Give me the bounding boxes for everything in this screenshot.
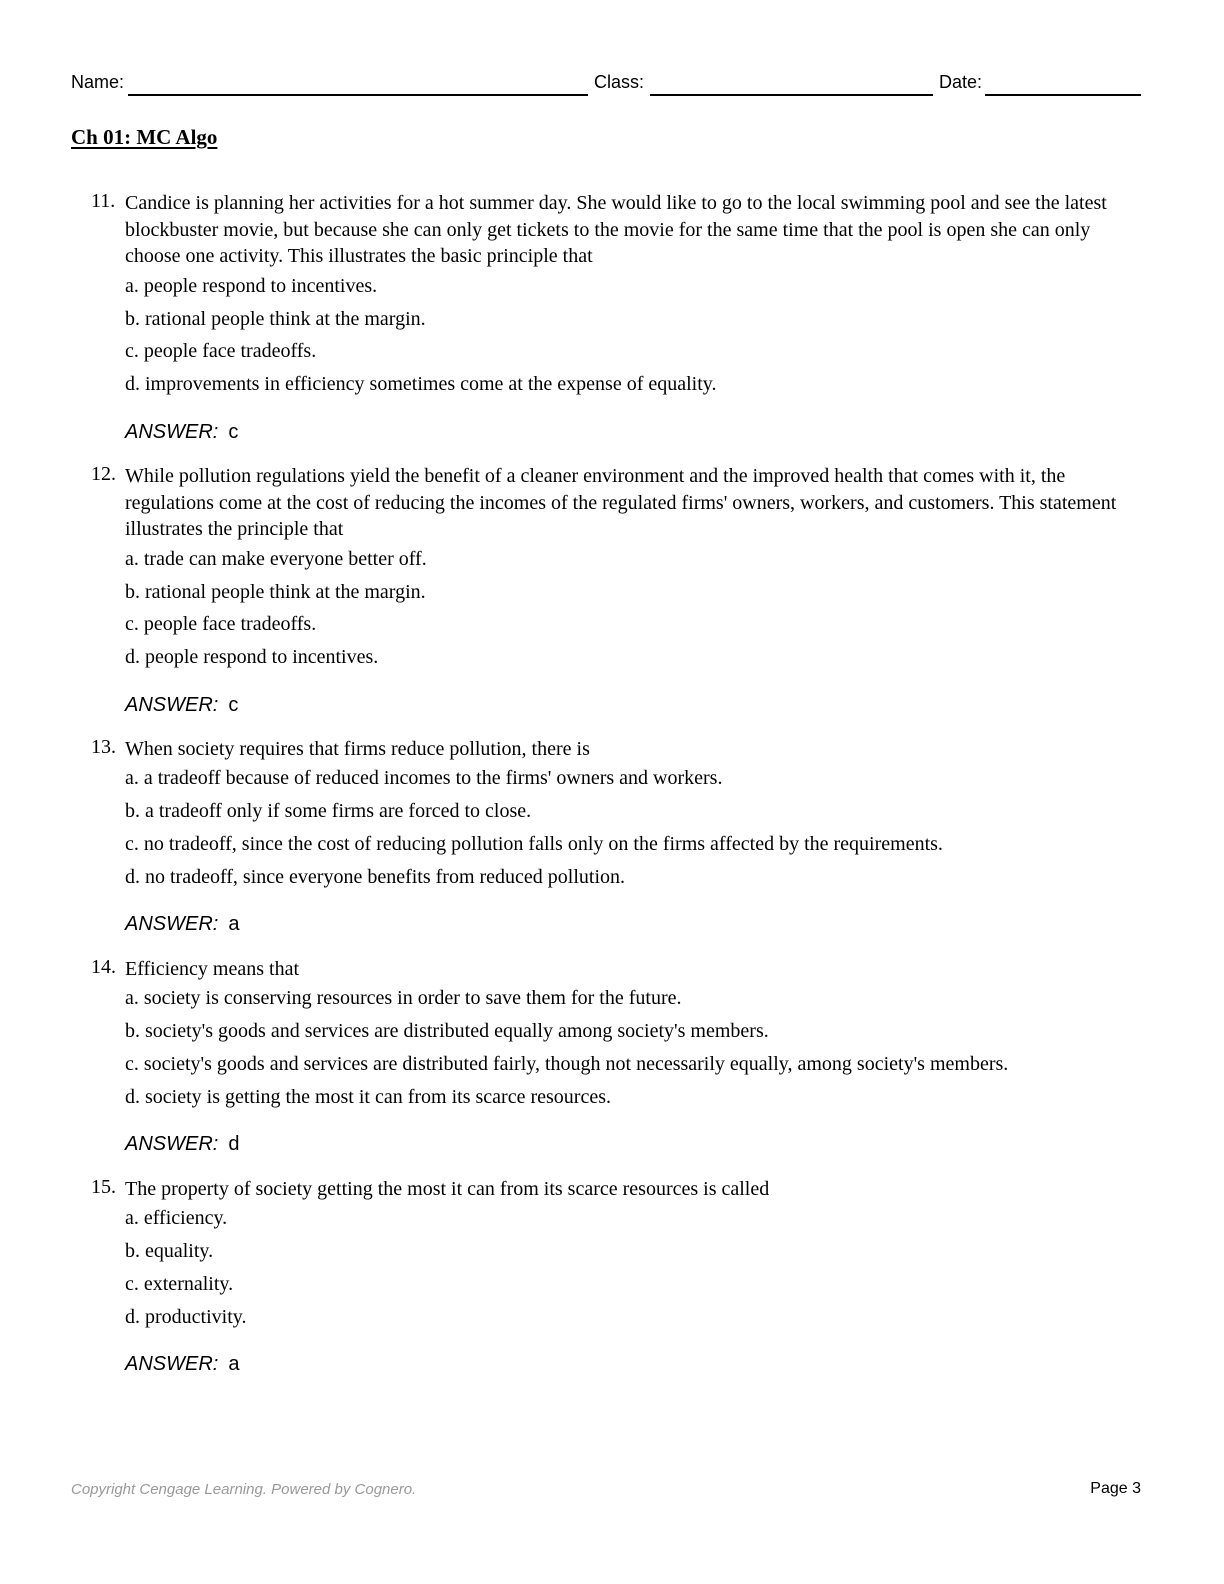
- header-fields: [71, 72, 1141, 98]
- question-stem: While pollution regulations yield the benefit of a cleaner environment and the improved health that comes with it, the regulations come at the cost of reducing the incomes of the regulated firms' owners, workers, and customers. This statement illustrates the principle that: [125, 465, 1117, 540]
- question-stem: When society requires that firms reduce pollution, there is: [125, 738, 590, 760]
- question-number: 13.: [91, 736, 116, 758]
- choice-a: a. efficiency.: [125, 1207, 228, 1229]
- answer-value: a: [228, 913, 240, 935]
- choice-b: b. equality.: [125, 1240, 214, 1262]
- question-stem: The property of society getting the most it can from its scarce resources is called: [125, 1178, 770, 1200]
- answer-label: ANSWER:: [125, 694, 219, 716]
- name-line: [128, 94, 588, 96]
- question-number: 14.: [91, 956, 116, 978]
- choice-a: a. society is conserving resources in order to save them for the future.: [125, 987, 682, 1009]
- answer-line: [125, 694, 238, 717]
- class-line: [650, 94, 933, 96]
- answer-line: [125, 913, 239, 936]
- question-stem: Efficiency means that: [125, 958, 300, 980]
- choice-b: b. rational people think at the margin.: [125, 308, 426, 330]
- answer-label: ANSWER:: [125, 1353, 219, 1375]
- choice-d: d. people respond to incentives.: [125, 646, 379, 668]
- class-label: Class:: [594, 72, 645, 92]
- date-line: [985, 94, 1141, 96]
- choice-d: d. society is getting the most it can from its scarce resources.: [125, 1086, 611, 1108]
- question-number: 12.: [91, 463, 116, 485]
- question-number: 11.: [91, 190, 116, 212]
- answer-line: [125, 1133, 239, 1156]
- page-number: Page 3: [1090, 1480, 1141, 1497]
- answer-line: [125, 421, 238, 444]
- choice-d: d. improvements in efficiency sometimes come at the expense of equality.: [125, 373, 717, 395]
- page-title: Ch 01: MC Algo: [71, 125, 218, 149]
- choice-d: d. productivity.: [125, 1306, 247, 1328]
- answer-value: d: [228, 1133, 240, 1155]
- choice-c: c. no tradeoff, since the cost of reducing pollution falls only on the firms affected by the requirements.: [125, 833, 943, 855]
- choice-a: a. a tradeoff because of reduced incomes to the firms' owners and workers.: [125, 767, 723, 789]
- choice-b: b. society's goods and services are distributed equally among society's members.: [125, 1020, 769, 1042]
- choice-a: a. people respond to incentives.: [125, 275, 378, 297]
- answer-line: [125, 1353, 239, 1376]
- choice-c: c. externality.: [125, 1273, 234, 1295]
- choice-a: a. trade can make everyone better off.: [125, 548, 427, 570]
- answer-value: c: [228, 421, 239, 443]
- question-number: 15.: [91, 1176, 116, 1198]
- footer-copyright: Copyright Cengage Learning. Powered by Cognero.: [71, 1481, 417, 1498]
- answer-label: ANSWER:: [125, 1133, 219, 1155]
- choice-b: b. rational people think at the margin.: [125, 581, 426, 603]
- choice-c: c. people face tradeoffs.: [125, 613, 317, 635]
- answer-label: ANSWER:: [125, 913, 219, 935]
- name-label: Name:: [71, 72, 125, 92]
- choice-d: d. no tradeoff, since everyone benefits from reduced pollution.: [125, 866, 626, 888]
- answer-label: ANSWER:: [125, 421, 219, 443]
- question-stem: Candice is planning her activities for a hot summer day. She would like to go to the local swimming pool and see the latest blockbuster movie, but because she can only get tickets to the movie for the same time that the pool is open she can only choose one activity. This illustrates the basic principle that: [125, 192, 1107, 267]
- answer-value: a: [228, 1353, 240, 1375]
- choice-b: b. a tradeoff only if some firms are forced to close.: [125, 800, 532, 822]
- choice-c: c. people face tradeoffs.: [125, 340, 317, 362]
- choice-c: c. society's goods and services are distributed fairly, though not necessarily equally, among society's members.: [125, 1053, 1009, 1075]
- answer-value: c: [228, 694, 239, 716]
- date-label: Date:: [939, 72, 983, 92]
